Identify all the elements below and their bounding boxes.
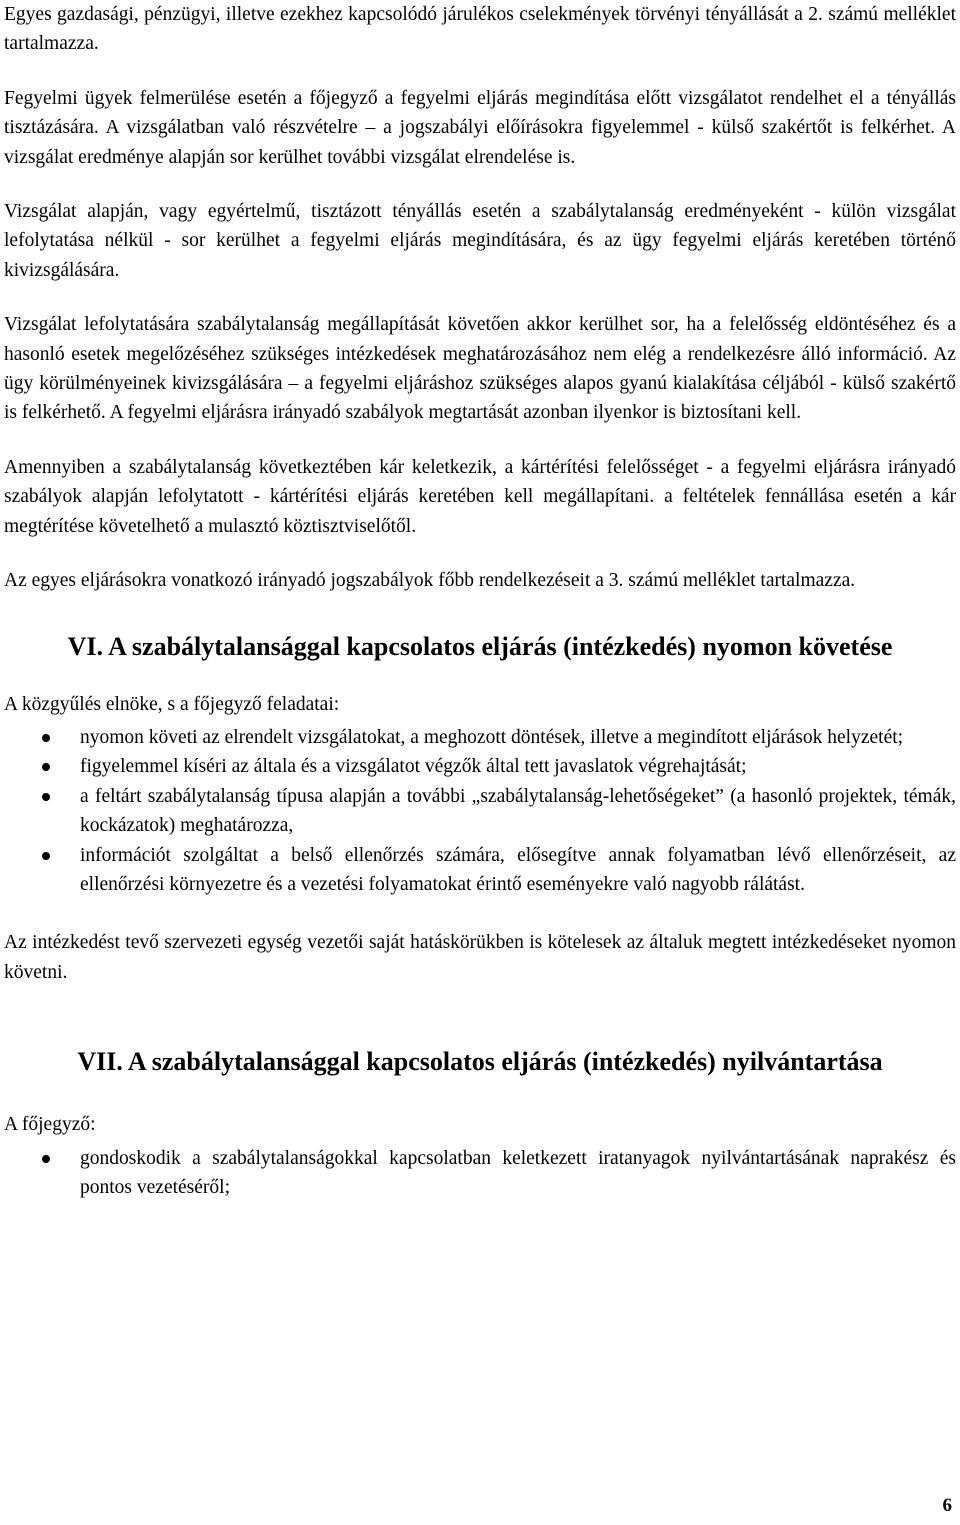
section-vi-task-list bbox=[4, 723, 956, 899]
bullet-icon bbox=[42, 734, 50, 742]
section-vii-task-list bbox=[4, 1144, 956, 1203]
paragraph-damage-liability: Amennyiben a szabálytalanság következtében kár keletkezik, a kártérítési felelősséget - a fegyelmi eljárásra irányadó szabályok alapján lefolytatott - kártérítési eljárás keretében kell megállapítani. a feltételek fennállása esetén a kár megtérítése követelhető a mulasztó köztisztviselőtől. bbox=[4, 456, 956, 537]
bullet-icon bbox=[42, 793, 50, 801]
list-item: a feltárt szabálytalanság típusa alapján a további „szabálytalanság-lehetőségeket” (a hasonló projektek, témák, kockázatok) meghatározza, bbox=[4, 782, 956, 841]
list-item: információt szolgáltat a belső ellenőrzés számára, elősegítve annak folyamatban lévő ellenőrzéseit, az ellenőrzési környezetre és a vezetési folyamatokat érintő eseményekre való nagyobb rálátást. bbox=[4, 841, 956, 900]
section-vii-heading: VII. A szabálytalansággal kapcsolatos eljárás (intézkedés) nyilvántartása bbox=[77, 1047, 883, 1077]
page-number: 6 bbox=[942, 1495, 952, 1516]
list-item: figyelemmel kíséri az általa és a vizsgálatot végzők által tett javaslatok végrehajtását; bbox=[4, 752, 956, 781]
section-vi-intro: A közgyűlés elnöke, s a főjegyző feladatai: bbox=[4, 693, 340, 715]
paragraph-annex-3: Az egyes eljárásokra vonatkozó irányadó jogszabályok főbb rendelkezéseit a 3. számú melléklet tartalmazza. bbox=[4, 570, 856, 592]
paragraph-disciplinary-procedure: Vizsgálat alapján, vagy egyértelmű, tisztázott tényállás esetén a szabálytalanság eredményeként - külön vizsgálat lefolytatása nélkül - sor kerülhet a fegyelmi eljárás megindítására, és az ügy fegyelmi eljárás keretében történő kivizsgálására. bbox=[4, 201, 956, 281]
document-page bbox=[4, 0, 956, 1202]
section-vi-heading: VI. A szabálytalansággal kapcsolatos eljárás (intézkedés) nyomon követése bbox=[67, 631, 893, 661]
paragraph-disciplinary-investigation: Fegyelmi ügyek felmerülése esetén a főjegyző a fegyelmi eljárás megindítása előtt vizsgálatot rendelhet el a tényállás tisztázására. A vizsgálatban való részvételre – a jogszabályi előírásokra figyelemmel - külső szakértőt is felkérhet. A vizsgálat eredménye alapján sor kerülhet további vizsgálat elrendelése is. bbox=[4, 87, 956, 168]
section-vi-closing: Az intézkedést tevő szervezeti egység vezetői saját hatáskörükben is kötelesek az általuk megtett intézkedéseket nyomon követni. bbox=[4, 932, 956, 983]
paragraph-investigation-conditions: Vizsgálat lefolytatására szabálytalanság megállapítását követően akkor kerülhet sor, ha a felelősség eldöntéséhez és a hasonló esetek megelőzéséhez szükséges intézkedések meghatározásához nem elég a rendelkezésre álló információ. Az ügy körülményeinek kivizsgálására – a fegyelmi eljáráshoz szükséges alapos gyanú kialakítása céljából - külső szakértő is felkérhető. A fegyelmi eljárásra irányadó szabályok megtartását azonban ilyenkor is biztosítani kell. bbox=[4, 314, 956, 424]
section-vii-intro: A főjegyző: bbox=[4, 1114, 96, 1136]
paragraph-annex-2: Egyes gazdasági, pénzügyi, illetve ezekhez kapcsolódó járulékos cselekmények törvényi tényállását a 2. számú melléklet tartalmazza. bbox=[4, 4, 956, 55]
bullet-icon bbox=[42, 852, 50, 860]
list-item: nyomon követi az elrendelt vizsgálatokat, a meghozott döntések, illetve a megindított eljárások helyzetét; bbox=[4, 723, 956, 752]
bullet-icon bbox=[42, 1155, 50, 1163]
bullet-icon bbox=[42, 763, 50, 771]
list-item: gondoskodik a szabálytalanságokkal kapcsolatban keletkezett iratanyagok nyilvántartásának naprakész és pontos vezetéséről; bbox=[4, 1144, 956, 1203]
